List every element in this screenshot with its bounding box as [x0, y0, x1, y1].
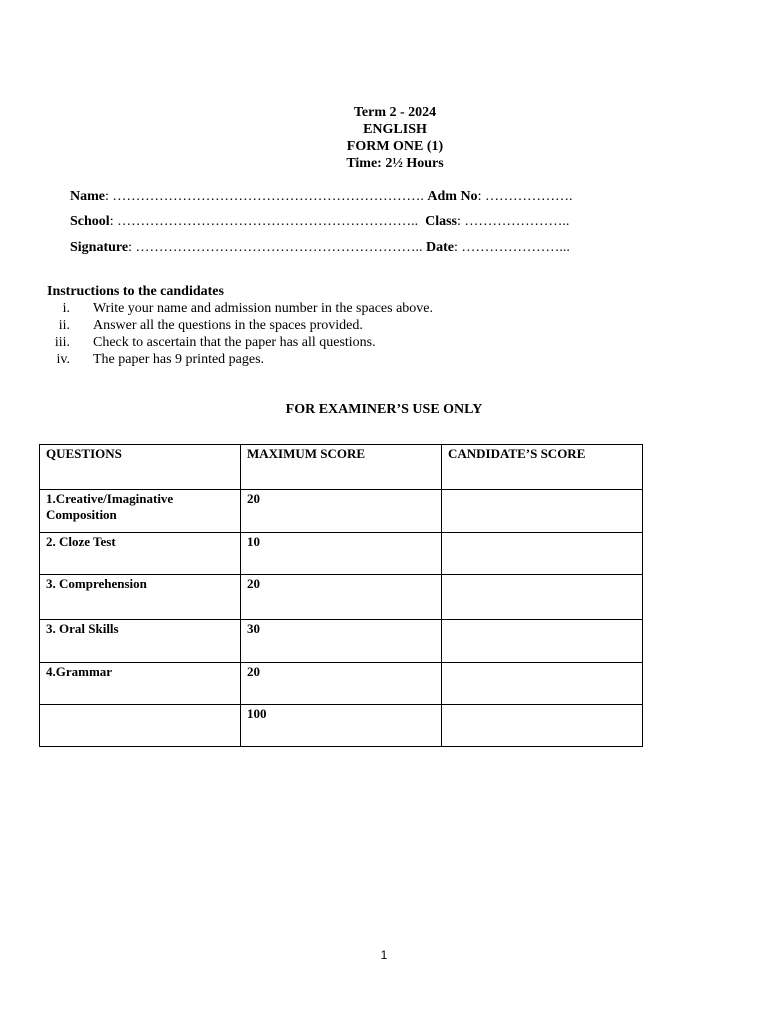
- max-score-cell: 30: [241, 620, 442, 663]
- candidate-score-cell[interactable]: [442, 575, 643, 620]
- time-line: Time: 2½ Hours: [346, 156, 444, 171]
- question-cell: 1.Creative/Imaginative Composition: [40, 490, 241, 533]
- subject-line: ENGLISH: [363, 122, 427, 137]
- instruction-text: Write your name and admission number in the spaces above.: [93, 301, 434, 316]
- instruction-text: The paper has 9 printed pages.: [93, 352, 265, 367]
- class-field[interactable]: : …………………..: [456, 214, 570, 229]
- table-row: [40, 490, 643, 533]
- table-row: [40, 575, 643, 620]
- table-header-row: [40, 445, 643, 490]
- signature-field[interactable]: : ……………………………………………………..: [128, 240, 423, 255]
- instruction-number: iii.: [54, 335, 70, 350]
- signature-date-row: [70, 240, 570, 256]
- name-label: Name: [70, 189, 105, 204]
- school-label: School: [70, 214, 110, 229]
- table-row: [40, 663, 643, 705]
- header-max-score: MAXIMUM SCORE: [241, 445, 442, 490]
- exam-header: [0, 104, 768, 172]
- instruction-text: Check to ascertain that the paper has all questions.: [93, 335, 376, 350]
- table-row: [40, 533, 643, 575]
- candidate-score-cell[interactable]: [442, 533, 643, 575]
- name-adm-row: [70, 189, 572, 205]
- question-cell: 3. Comprehension: [40, 575, 241, 620]
- max-score-cell: 10: [241, 533, 442, 575]
- adm-field[interactable]: : ……………….: [477, 189, 573, 204]
- question-cell: 3. Oral Skills: [40, 620, 241, 663]
- school-field[interactable]: : ………………………………………………………..: [109, 214, 419, 229]
- date-label: Date: [425, 240, 454, 255]
- class-label: Class: [425, 214, 457, 229]
- header-candidate-score: CANDIDATE’S SCORE: [442, 445, 643, 490]
- table-total-row: [40, 705, 643, 747]
- total-candidate-score-cell[interactable]: [442, 705, 643, 747]
- form-line: FORM ONE (1): [346, 139, 444, 154]
- term-line: Term 2 - 2024: [353, 105, 437, 120]
- candidate-score-cell[interactable]: [442, 663, 643, 705]
- name-field[interactable]: : ………………………………………………………….: [105, 189, 424, 204]
- instruction-number: iv.: [56, 352, 70, 367]
- school-class-row: [70, 214, 569, 230]
- table-row: [40, 620, 643, 663]
- instruction-number: i.: [62, 301, 70, 316]
- page-number: 1: [380, 948, 388, 962]
- instruction-number: ii.: [58, 318, 70, 333]
- question-cell: 2. Cloze Test: [40, 533, 241, 575]
- max-score-cell: 20: [241, 663, 442, 705]
- question-cell: 4.Grammar: [40, 663, 241, 705]
- signature-label: Signature: [70, 240, 129, 255]
- instruction-text: Answer all the questions in the spaces provided.: [93, 318, 363, 333]
- adm-label: Adm No: [427, 189, 478, 204]
- instructions-title: Instructions to the candidates: [47, 284, 224, 299]
- header-questions: QUESTIONS: [40, 445, 241, 490]
- max-score-cell: 20: [241, 490, 442, 533]
- candidate-score-cell[interactable]: [442, 620, 643, 663]
- score-table: [39, 444, 643, 747]
- total-max-score-cell: 100: [241, 705, 442, 747]
- question-cell: [40, 705, 241, 747]
- candidate-score-cell[interactable]: [442, 490, 643, 533]
- date-field[interactable]: : …………………...: [453, 240, 570, 255]
- max-score-cell: 20: [241, 575, 442, 620]
- examiner-title: FOR EXAMINER’S USE ONLY: [285, 402, 483, 417]
